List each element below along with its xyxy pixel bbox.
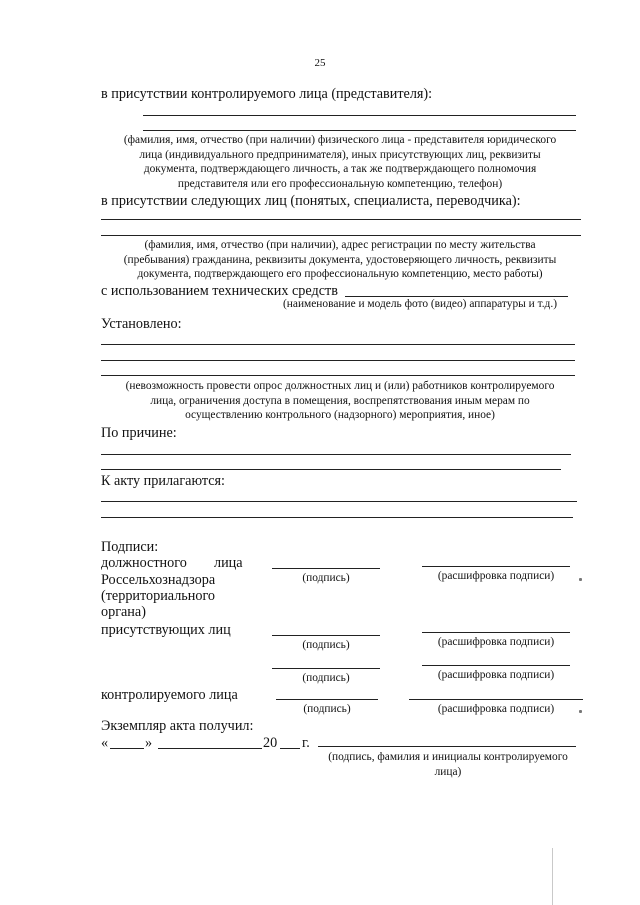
receipt-caption: [300, 750, 596, 779]
receipt-date-close: »: [145, 735, 153, 751]
reason-line-2[interactable]: [101, 469, 561, 470]
representative-note-line: лица (индивидуального предпринимателя), иных присутствующих лиц, реквизиты: [139, 148, 541, 161]
official-line-3: (территориального: [101, 588, 216, 604]
witnesses-note-line: (пребывания) гражданина, реквизиты документа, удостоверяющего личность, реквизиты: [123, 253, 557, 266]
established-label: Установлено:: [101, 316, 182, 332]
present-decode-caption-1: (расшифровка подписи): [437, 636, 555, 648]
present-decode-caption-2: (расшифровка подписи): [437, 669, 555, 681]
present-signature-caption-1: (подпись): [302, 639, 350, 651]
technical-label: с использованием технических средств: [101, 283, 338, 299]
scan-artifact-dot: [579, 578, 582, 581]
receipt-label: Экземпляр акта получил:: [101, 718, 254, 734]
representative-note: [95, 133, 585, 191]
established-note-line: осуществлению контрольного (надзорного) мероприятия, иное): [185, 409, 495, 421]
present-persons-label: присутствующих лиц: [101, 622, 231, 638]
page-number: 25: [314, 57, 326, 69]
reason-line-1[interactable]: [101, 454, 571, 455]
scan-artifact-rule: [552, 848, 553, 905]
official-line-2: Россельхознадзора: [101, 572, 216, 588]
established-line-2[interactable]: [101, 360, 575, 361]
attachments-line-2[interactable]: [101, 517, 573, 518]
attachments-label: К акту прилагаются:: [101, 473, 225, 489]
established-note-line: лица, ограничения доступа в помещения, воспрепятствования иным мерам по: [150, 394, 530, 407]
representative-line-2[interactable]: [143, 130, 576, 131]
established-line-3[interactable]: [101, 375, 575, 376]
established-note-line: (невозможность провести опрос должностных лиц и (или) работников контролируемого: [125, 380, 555, 392]
controlled-decode-caption: (расшифровка подписи): [437, 703, 555, 715]
representative-note-line: (фамилия, имя, отчество (при наличии) физического лица - представителя юридического: [123, 134, 557, 146]
attachments-line-1[interactable]: [101, 501, 577, 502]
reason-label: По причине:: [101, 425, 177, 441]
technical-note: (наименование и модель фото (видео) аппаратуры и т.д.): [283, 298, 557, 310]
official-signature-caption: (подпись): [302, 572, 350, 584]
controlled-decode-line[interactable]: [409, 699, 583, 700]
signatures-title: Подписи:: [101, 539, 159, 555]
present-signature-line-2[interactable]: [272, 668, 380, 669]
receipt-signature-line[interactable]: [318, 746, 576, 747]
witnesses-note-line: (фамилия, имя, отчество (при наличии), адрес регистрации по месту жительства: [144, 239, 536, 251]
witnesses-note: [95, 238, 585, 282]
present-signature-caption-2: (подпись): [302, 672, 350, 684]
representative-note-line: представителя или его профессиональную компетенцию, телефон): [177, 177, 503, 190]
official-decode-line[interactable]: [422, 566, 570, 567]
receipt-year-prefix: 20: [263, 735, 278, 751]
receipt-year-suffix: г.: [302, 735, 310, 751]
official-line-4: органа): [101, 604, 146, 620]
witnesses-line-1[interactable]: [101, 219, 581, 220]
witnesses-note-line: документа, подтверждающего его профессиональную компетенцию, место работы): [137, 268, 543, 280]
official-word-2: лица: [214, 555, 243, 571]
representative-label: в присутствии контролируемого лица (представителя):: [101, 86, 433, 102]
official-decode-caption: (расшифровка подписи): [437, 570, 555, 582]
receipt-date-open: «: [101, 735, 109, 751]
receipt-month-field[interactable]: [158, 748, 262, 749]
present-decode-line-1[interactable]: [422, 632, 570, 633]
controlled-person-label: контролируемого лица: [101, 687, 238, 703]
receipt-year-field[interactable]: [280, 748, 300, 749]
witnesses-label: в присутствии следующих лиц (понятых, специалиста, переводчика):: [101, 193, 521, 209]
established-line-1[interactable]: [101, 344, 575, 345]
witnesses-line-2[interactable]: [101, 235, 581, 236]
representative-note-line: документа, подтверждающего личность, а так же подтверждающего полномочия: [143, 163, 537, 175]
official-word-1: должностного: [101, 555, 187, 571]
controlled-signature-line[interactable]: [276, 699, 378, 700]
present-decode-line-2[interactable]: [422, 665, 570, 666]
receipt-day-field[interactable]: [110, 748, 144, 749]
established-note: [95, 379, 585, 423]
scan-artifact-dot: [579, 710, 582, 713]
representative-line-1[interactable]: [143, 115, 576, 116]
receipt-caption-line-1: (подпись, фамилия и инициалы контролируемого: [328, 751, 568, 763]
present-signature-line-1[interactable]: [272, 635, 380, 636]
controlled-signature-caption: (подпись): [303, 703, 351, 715]
receipt-caption-line-2: лица): [434, 765, 462, 778]
official-signature-line[interactable]: [272, 568, 380, 569]
